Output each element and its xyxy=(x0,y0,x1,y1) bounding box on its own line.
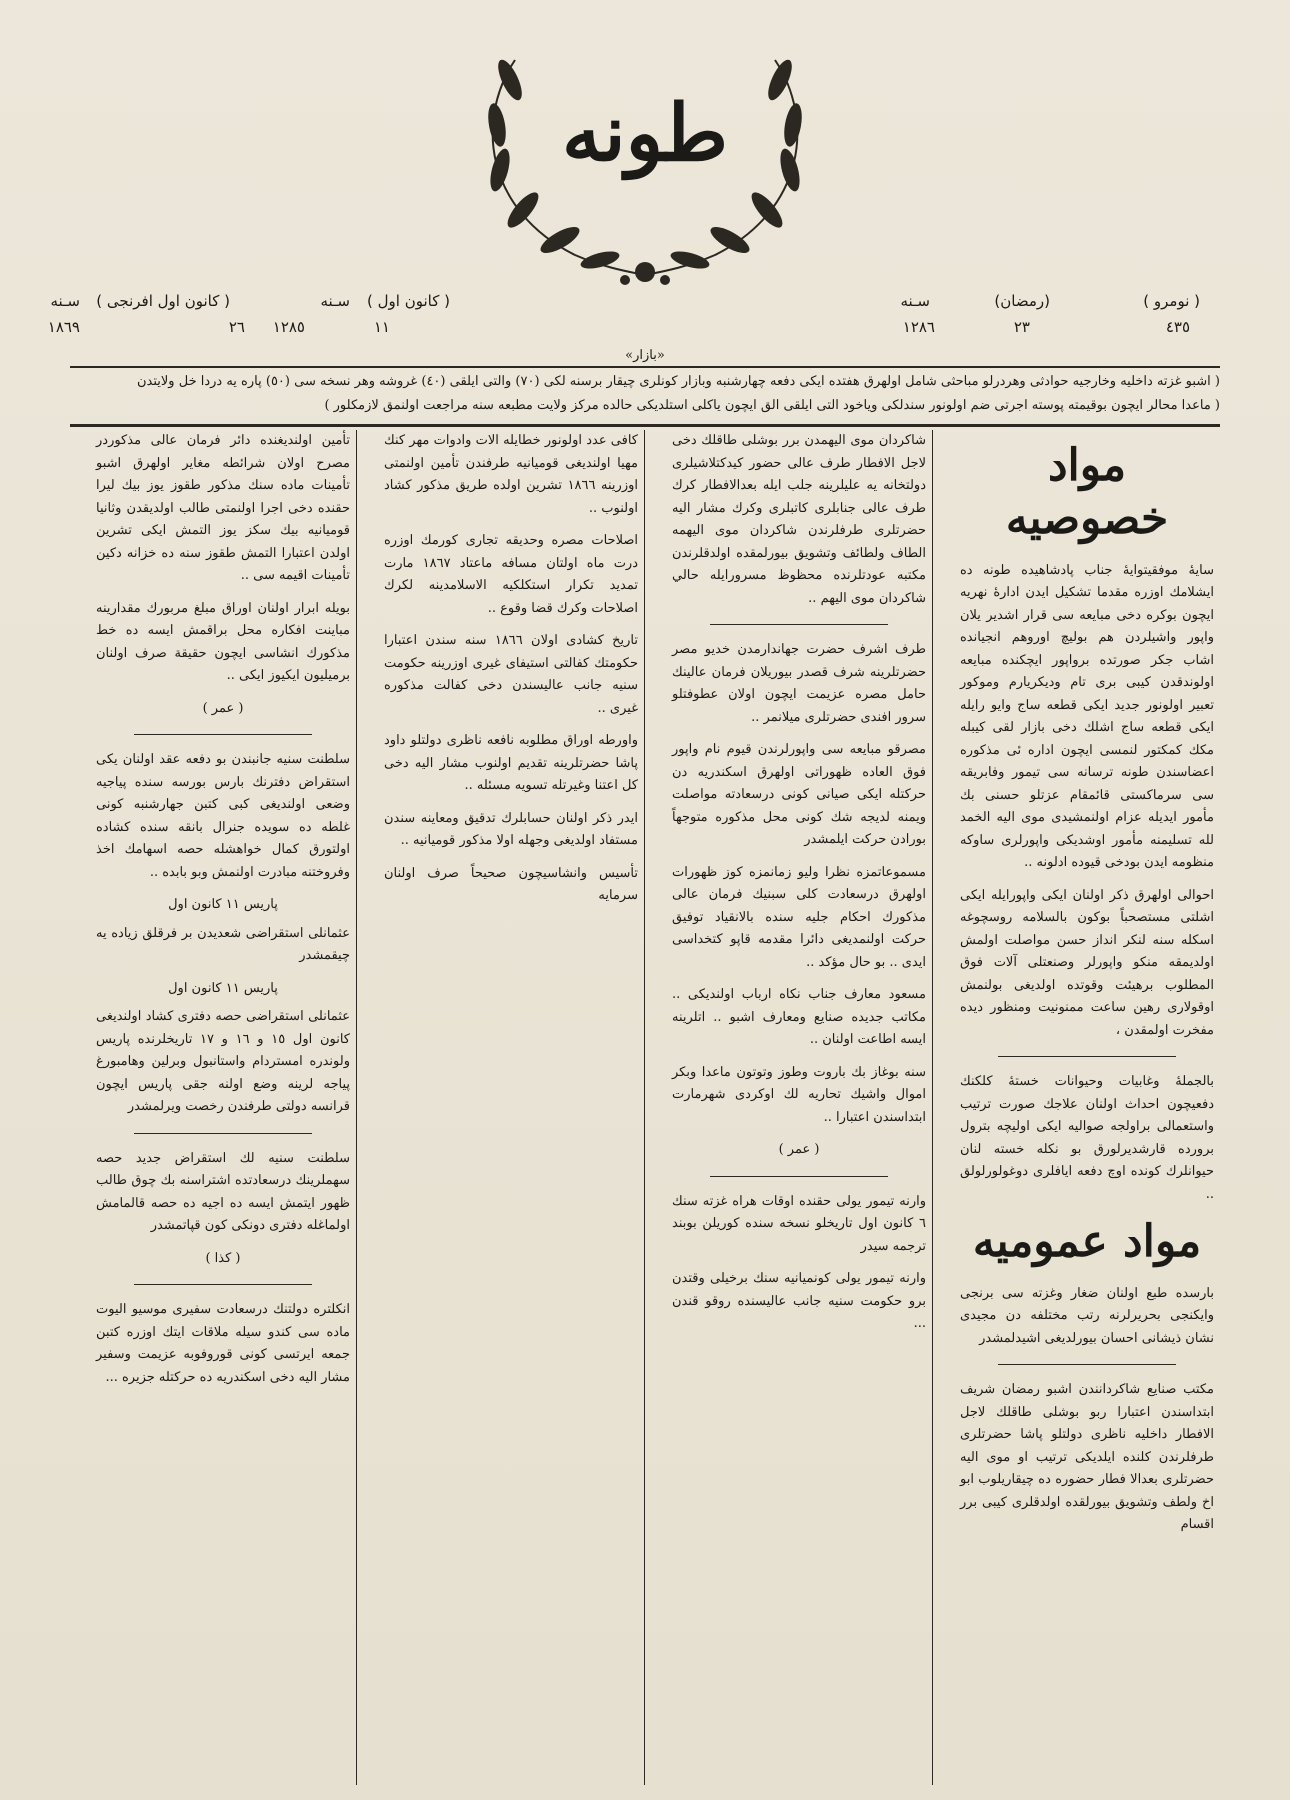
article-paragraph: مصرقو مبايعه سى واپورلرندن قيوم نام واپور فوق العاده ظهوراتى اولهرق اسكندريه دن حركتله ايكى صيانى كونى درسعادته مواصلت ويمنه لديجه شك كونى محل مذكوره متوجهاً بورادن حركت ايلمشدر xyxy=(672,742,926,847)
rumi-day: ١١ xyxy=(373,318,390,336)
separator xyxy=(134,1284,312,1285)
masthead xyxy=(0,0,1290,300)
notice-line-2: ( ماعدا محالر ايچون بوقيمته پوسته اجرتى ضم اولونور سندلكى وياخود التى ايلقى الق ايچون ياكلى استلديكى حالده مركز ولايت مطبعه سنه مراجعت اولنمق لازمكلور ) xyxy=(324,398,1220,413)
top-rule xyxy=(70,366,1220,368)
article-paragraph: واورطه اوراق مطلوبه نافعه ناظرى دولتلو داود پاشا حضرتلرينه تقديم اولنوب مشار اليه دخى كل اعتنا وغيرتله تسويه مسئله .. xyxy=(384,733,638,793)
issue-number-label: ( نومرو ) xyxy=(1143,292,1200,310)
dateline: پاريس ١١ كانون اول xyxy=(168,897,278,912)
article-paragraph: وارنه تيمور يولى كونميانيه سنك برخيلى وقتدن برو حكومت سنيه جانب عاليسنده روقو قندن ... xyxy=(672,1271,926,1331)
article-paragraph: كافى عدد اولونور خطايله الات وادوات مهر كنك مهيا اولنديغى قوميانيه طرفندن تأمين اولنمتى اوزرينه ١٨٦٦ تشرين اولده طريق مذكور كشاد اولنوب .. xyxy=(384,433,638,516)
article-paragraph: سلطنت سنيه جانبندن بو دفعه عقد اولنان يكى استقراض دفترنك بارس بورسه سنده پياجيه وضعى اولنديغى كبى كتبن جهارشنبه كونى غلطه ده سويده جنرال بانقه سنده كشاده اولتورق كمال خواهشله حصه اسهامك اخذ وفروختنه مبادرت اولنمش وبو بابده .. xyxy=(96,752,350,880)
article-paragraph: مسموعاتمزه نظرا وليو زمانمزه كوز ظهورات اولهرق درسعادت كلى سبنيك فرمان عالى مذكورك احكام جليه سنده بالانقياد توفيق حركت اولنمديغى دائرا مقدمه قاپو كتخداسى ايدى .. بو حال مؤكد .. xyxy=(672,864,926,970)
dateline: پاريس ١١ كانون اول xyxy=(168,980,278,996)
article-paragraph: انكلتره دولتنك درسعادت سفيرى موسيو اليوت ماده سى كندو سيله ملاقات ايتك اوزره كتبن جمعه ايرتسى كونى قوروفوبه عزيمت وسفير مشار اليه دخى اسكندريه ده حركتله جزيره ... xyxy=(96,1302,350,1385)
frankish-year-label: سـنه xyxy=(50,292,80,310)
newspaper-title: طونه xyxy=(562,88,728,179)
signature: ( كذا ) xyxy=(205,1250,241,1266)
notice-line-1: ( اشبو غزته داخليه وخارجيه حوادثى وهردرلو مباحثى شامل اولهرق هفتده ايكى دفعه چهارشنبه وبازار كونلرى چيقار برسنه لكى (٧٠) والتى ايلقى (٤٠) غروشه وهر نسخه سى (٥٠) پاره يه دردا خل ولايتدن xyxy=(136,374,1220,389)
separator xyxy=(710,1176,888,1177)
article-paragraph: اصلاحات مصره وحديقه تجارى كورمك اوزره درت ماه اولتان مسافه ماعتاد ١٨٦٧ مارت تمديد تكرار استكلكيه الاسلامدينه لكرك اصلاحات وكرك قضا وقوع .. xyxy=(384,533,639,616)
article-paragraph: تاريخ كشادى اولان ١٨٦٦ سنه سندن اعتبارا حكومتك كفالتى استيفاى غيرى اوزرينه حكومت سنيه جانب عاليسندن دخى كفالت مذكوره غيرى .. xyxy=(384,633,639,716)
separator xyxy=(998,1364,1176,1365)
separator xyxy=(998,1056,1176,1057)
article-paragraph: مكتب صنايع شاكردانندن اشبو رمضان شريف ابتداسندن اعتبارا ربو بوشلى طاقلك لاجل الافطار داخليه ناظرى دولتلو پاشا حضرتلرى طرفلرندن كلنده ايلديكى ترتيب او موى اليه حضرتلرى بعدالا فطار حضوره ده چيقاريلوب ابو اخ ولطف وتشويق بيورلقده اولدقلرى كيبى برر اقسام xyxy=(960,1382,1214,1533)
article-paragraph: عثمانلى استقراضى شعديدن بر فرقلق زياده يه چيقمشدر xyxy=(96,925,350,963)
article-paragraph: مسعود معارف جناب نكاه ارباب اولنديكى .. مكاتب جديده صنايع ومعارف اشبو .. اتلرينه ايسه اطاعت اولنان .. xyxy=(672,987,926,1047)
article-paragraph: تأمين اولنديغنده دائر فرمان عالى مذكوردر مصرح اولان شرائطه مغاير اولهرق اشبو تأمينات ماده سنك مذكور طقوز يوز بيك ليرا حقنده دخى اجرا اولنمتى طالب اولديقدن وثانيا قوميانيه بيك سكز يوز التمش ايكى تشرين اولدن اعتبارا التمش طقوز سنه ده خزانه دكين تأمينات اقيمه سى .. xyxy=(96,433,350,583)
rumi-month-label: ( كانون اول ) xyxy=(367,292,450,310)
column-rule xyxy=(644,430,645,1785)
rumi-year-label: سـنه xyxy=(320,292,350,310)
article-paragraph: عثمانلى استقراضى حصه دفترى كشاد اولنديغى كانون اول ١٥ و ١٦ و ١٧ تاريخلرنده پاريس ولوندره امستردام واستانبول وبرلين وهامبورغ پياجه لرينه وضع اولنه جقى پاريس ايچون قرانسه دولتى طرفندن رخصت ويرلمشدر xyxy=(96,1009,350,1114)
hijri-year: ١٢٨٦ xyxy=(902,318,935,336)
market-day: «بازار» xyxy=(625,348,665,363)
article-paragraph: سنه بوغاز بك باروت وطوز وتوتون ماعدا وبكر اموال واشيك تحاريه لك اوكردى شهرمارت ابتداسندن اعتبارا .. xyxy=(672,1064,926,1125)
article-paragraph: ايدر ذكر اولنان حسابلرك تدقيق ومعاينه سندن مستفاد اولديغى وجهله اولا مذكور قوميانيه .. xyxy=(384,810,638,848)
column-2 xyxy=(666,430,932,1785)
article-paragraph: سايۀ موفقيتوايۀ جناب پادشاهيده طونه ده ايشلامك اوزره مقدما تشكيل ايدن ادارۀ نهريه ايچون بوكره دخى مبايعه سى قرار اشدير يلان واپور واشيلردن هم بوليچ اوروهم انجيانده اشاب جكر صورتده برواپور ايچكنده مبايعه اولوندقدن كيبى برى تام وديكريارم وموكور تعبير اولونور جديد ايكى قطعه ساج وايو رايله ايكى قطعه ساج اشلك دخى بازار لقى كيبله مكك كمكتور لنمسى ايچون اداره ئى مذكوره اعضاسندن طونه ترسانه سى تيمور وفابريقه سى سرماكستى قائمقام عزتلو حسنى بك مأمور ايديله عزام اولنمشيدى موى اليه الخمد لله تسليمنه مأمور اوشديكى واپورلرى ساوكه منظومه ايدن بودخى قيوده ادلونه .. xyxy=(960,562,1214,871)
column-4 xyxy=(90,430,356,1785)
signature: ( عمر ) xyxy=(778,1142,820,1157)
separator xyxy=(134,734,312,735)
hijri-day: ٢٣ xyxy=(1013,318,1030,336)
column-1 xyxy=(954,430,1220,1785)
article-paragraph: سلطنت سنيه لك استقراض جديد حصه سهملرينك درسعادتده اشتراسنه بك چوق طالب ظهور ايتمش ايسه ده اجيه ده حصه قالمامش اولماغله دفترى دونكى كون قپاتمشدر xyxy=(96,1150,350,1233)
issue-number: ٤٣٥ xyxy=(1165,318,1190,336)
article-paragraph: بويله ابرار اولنان اوراق مبلغ مربورك مقدارينه مباينت افكاره محل براقمش ايسه ده خط مذكورك انشاسى ايچون حقيقة صرف اولنان برميليون ايكيوز ايكى .. xyxy=(96,600,350,683)
hijri-year-label: سـنه xyxy=(900,292,930,310)
separator xyxy=(134,1133,312,1134)
subscription-notice xyxy=(70,370,1220,420)
article-paragraph: شاكردان موى اليهمدن برر بوشلى طاقلك دخى لاجل الافطار طرف عالى حضور كيدكتلاشيلرى دولتخانه يه عليلرينه جلب ايله بعدالافطار كرك طرف عالى جنابلرى كاتبلرى وكرك مشار اليه حضرتلرى طرفلرندن شاكردان موى اليهمه الطاف ولطائف وتشويق بيورلمقده اولدقلرندن مكتبه عودتلرنده محظوظ مسرورايله حالي شاكردان موى اليهم .. xyxy=(672,433,926,606)
separator xyxy=(710,624,888,625)
article-columns xyxy=(70,430,1220,1785)
article-paragraph: طرف اشرف حضرت جهاندارمدن خديو مصر حضرتلرينه شرف قصدر بيوريلان فرمان عالينك حامل مصره عزيمت ايچون اولان عطوفتلو سرور افندى حضرتلرى ميلانمر .. xyxy=(672,642,926,725)
column-3 xyxy=(378,430,644,1785)
article-paragraph: تأسيس وانشاسيچون صحيحاً صرف اولنان سرمايه xyxy=(384,865,638,903)
frankish-day: ٢٦ xyxy=(228,318,245,336)
section-heading-general: مواد عموميه xyxy=(972,1216,1202,1268)
frankish-year: ١٨٦٩ xyxy=(47,318,80,336)
article-paragraph: بالجملۀ وغابيات وحيوانات خستۀ كلكنك دفعيچون احداث اولنان علاجك صورت ترتيب واستعمالى براولجه صواليه ايكى اوليچه بترول برورده قارشديرلورق بو نكله خسته لنان حيوانلرك كونده اوچ دفعه ايافلرى دوغولورلولق .. xyxy=(960,1074,1214,1202)
hijri-month-label: (رمضان) xyxy=(994,292,1050,310)
issue-date-row xyxy=(0,292,1290,348)
header-rule xyxy=(70,424,1220,427)
signature: ( عمر ) xyxy=(202,700,244,716)
article-paragraph: وارنه تيمور يولى حقنده اوقات هراه غزته سنك ٦ كانون اول تاريخلو نسخه سنده كوريلن بوبند ترجمه سيدر xyxy=(672,1193,926,1254)
article-paragraph: احوالى اولهرق ذكر اولنان ايكى واپورايله ايكى اشلتى مستصحباً بوكون بالسلامه روسچوغه اسكله سنه لنكر انداز حسن مواصلت اولمش اولديمقه منكو واپورلر وصنعتلى آلات فوق المطلوب برهيئت وقوتده اولديغى بولنمش اوقولارى رهين ساعت ممنونيت ومنظور ديده مفخرت اولمقدن ، xyxy=(960,887,1214,1038)
rumi-year: ١٢٨٥ xyxy=(272,318,305,336)
section-heading-private: مواد خصوصيه xyxy=(1005,440,1169,544)
frankish-month-label: ( كانون اول افرنجى ) xyxy=(96,292,230,310)
column-rule xyxy=(356,430,357,1785)
column-rule xyxy=(932,430,933,1785)
article-paragraph: بارسده طبع اولنان ضغار وغزته سى برنجى وايكنجى بحريرلرنه رتب مختلفه دن مجيدى نشان ذيشانى احسان بيورلديغى اشيدلمشدر xyxy=(960,1285,1214,1346)
